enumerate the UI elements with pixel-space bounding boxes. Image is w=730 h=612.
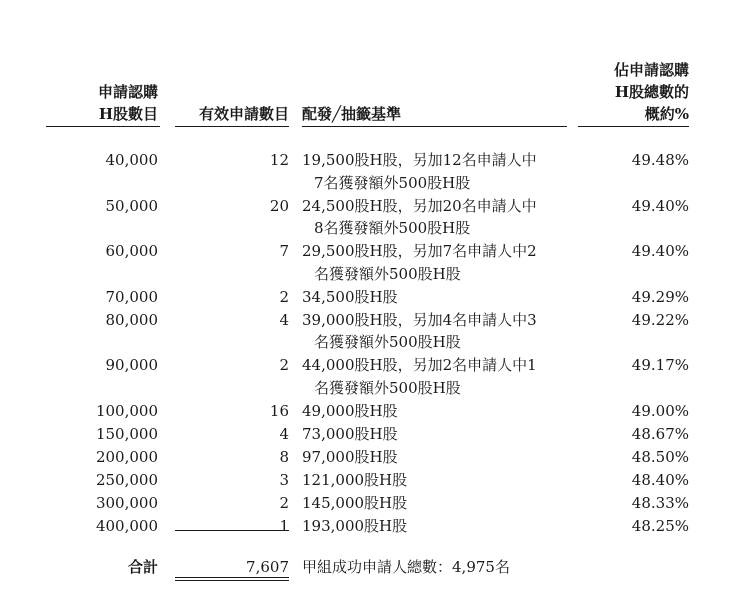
row-approx-percentage: 48.25% bbox=[631, 516, 689, 535]
row-approx-percentage: 49.17% bbox=[631, 356, 689, 374]
row-allotment-basis-line: 121,000股H股 bbox=[302, 470, 408, 489]
row-allotment-basis-line: 名獲發額外500股H股 bbox=[314, 333, 461, 351]
row-shares: 80,000 bbox=[105, 310, 158, 329]
row-allotment-basis-line: 7名獲發額外500股H股 bbox=[314, 173, 471, 192]
row-shares: 200,000 bbox=[95, 447, 158, 466]
row-approx-percentage: 49.40% bbox=[631, 196, 689, 215]
row-approx-percentage: 49.22% bbox=[631, 310, 689, 329]
row-allotment-basis-line: 49,000股H股 bbox=[302, 401, 398, 420]
total-note: 甲組成功申請人總數：4,975名 bbox=[302, 558, 510, 576]
row-allotment-basis-line: 24,500股H股，另加20名申請人中 bbox=[302, 196, 537, 215]
row-shares: 60,000 bbox=[105, 242, 158, 260]
total-label: 合計 bbox=[127, 558, 158, 576]
row-valid-applications: 2 bbox=[279, 287, 289, 306]
col-apps-header: 有效申請數目 bbox=[198, 105, 289, 123]
total-double-rule-2 bbox=[175, 580, 289, 581]
row-approx-percentage: 48.50% bbox=[631, 447, 689, 466]
row-shares: 250,000 bbox=[95, 470, 158, 489]
row-valid-applications: 12 bbox=[269, 151, 289, 169]
row-valid-applications: 2 bbox=[279, 493, 289, 512]
row-approx-percentage: 48.33% bbox=[631, 493, 689, 512]
row-allotment-basis-line: 73,000股H股 bbox=[302, 424, 398, 443]
row-approx-percentage: 49.00% bbox=[631, 401, 689, 420]
row-allotment-basis-line: 34,500股H股 bbox=[302, 287, 398, 306]
row-valid-applications: 4 bbox=[279, 310, 289, 329]
row-shares: 50,000 bbox=[105, 196, 158, 215]
col-pct-header-line2: H股總數的 bbox=[614, 83, 689, 101]
row-allotment-basis-line: 145,000股H股 bbox=[302, 493, 408, 512]
col-shares-header-line1: 申請認購 bbox=[97, 83, 158, 101]
col-shares-header-line2: H股數目 bbox=[98, 105, 158, 123]
row-valid-applications: 1 bbox=[279, 516, 289, 535]
row-approx-percentage: 49.48% bbox=[631, 151, 689, 169]
header-underline-apps bbox=[175, 126, 289, 127]
header-underline-basis bbox=[302, 126, 567, 127]
row-allotment-basis-line: 97,000股H股 bbox=[302, 447, 398, 466]
row-allotment-basis-line: 44,000股H股，另加2名申請人中1 bbox=[302, 356, 537, 374]
header-underline-shares bbox=[46, 126, 160, 127]
header-underline-pct bbox=[578, 126, 689, 127]
row-shares: 400,000 bbox=[95, 516, 158, 535]
total-apps: 7,607 bbox=[246, 558, 289, 576]
row-shares: 40,000 bbox=[105, 151, 158, 169]
row-shares: 300,000 bbox=[95, 493, 158, 512]
row-shares: 70,000 bbox=[105, 287, 158, 306]
row-valid-applications: 16 bbox=[269, 401, 289, 420]
row-shares: 150,000 bbox=[95, 424, 158, 443]
total-rule-top bbox=[175, 530, 289, 531]
row-valid-applications: 2 bbox=[279, 356, 289, 374]
row-allotment-basis-line: 29,500股H股，另加7名申請人中2 bbox=[302, 242, 537, 260]
row-allotment-basis-line: 8名獲發額外500股H股 bbox=[314, 219, 471, 237]
total-double-rule-1 bbox=[175, 577, 289, 578]
row-approx-percentage: 48.67% bbox=[631, 424, 689, 443]
row-valid-applications: 8 bbox=[279, 447, 289, 466]
row-allotment-basis-line: 名獲發額外500股H股 bbox=[314, 264, 461, 283]
row-approx-percentage: 49.40% bbox=[631, 242, 689, 260]
col-pct-header-line3: 概約% bbox=[644, 105, 689, 123]
row-valid-applications: 20 bbox=[269, 196, 289, 215]
row-allotment-basis-line: 39,000股H股，另加4名申請人中3 bbox=[302, 310, 537, 329]
row-approx-percentage: 49.29% bbox=[631, 287, 689, 306]
row-valid-applications: 3 bbox=[279, 470, 289, 489]
row-approx-percentage: 48.40% bbox=[631, 470, 689, 489]
col-pct-header-line1: 佔申請認購 bbox=[613, 61, 689, 79]
row-allotment-basis-line: 19,500股H股，另加12名申請人中 bbox=[302, 151, 537, 169]
col-basis-header: 配發╱抽籤基準 bbox=[302, 105, 402, 123]
row-shares: 100,000 bbox=[95, 401, 158, 420]
row-allotment-basis-line: 193,000股H股 bbox=[302, 516, 408, 535]
row-valid-applications: 7 bbox=[279, 242, 289, 260]
row-valid-applications: 4 bbox=[279, 424, 289, 443]
row-allotment-basis-line: 名獲發額外500股H股 bbox=[314, 378, 461, 397]
row-shares: 90,000 bbox=[105, 356, 158, 374]
